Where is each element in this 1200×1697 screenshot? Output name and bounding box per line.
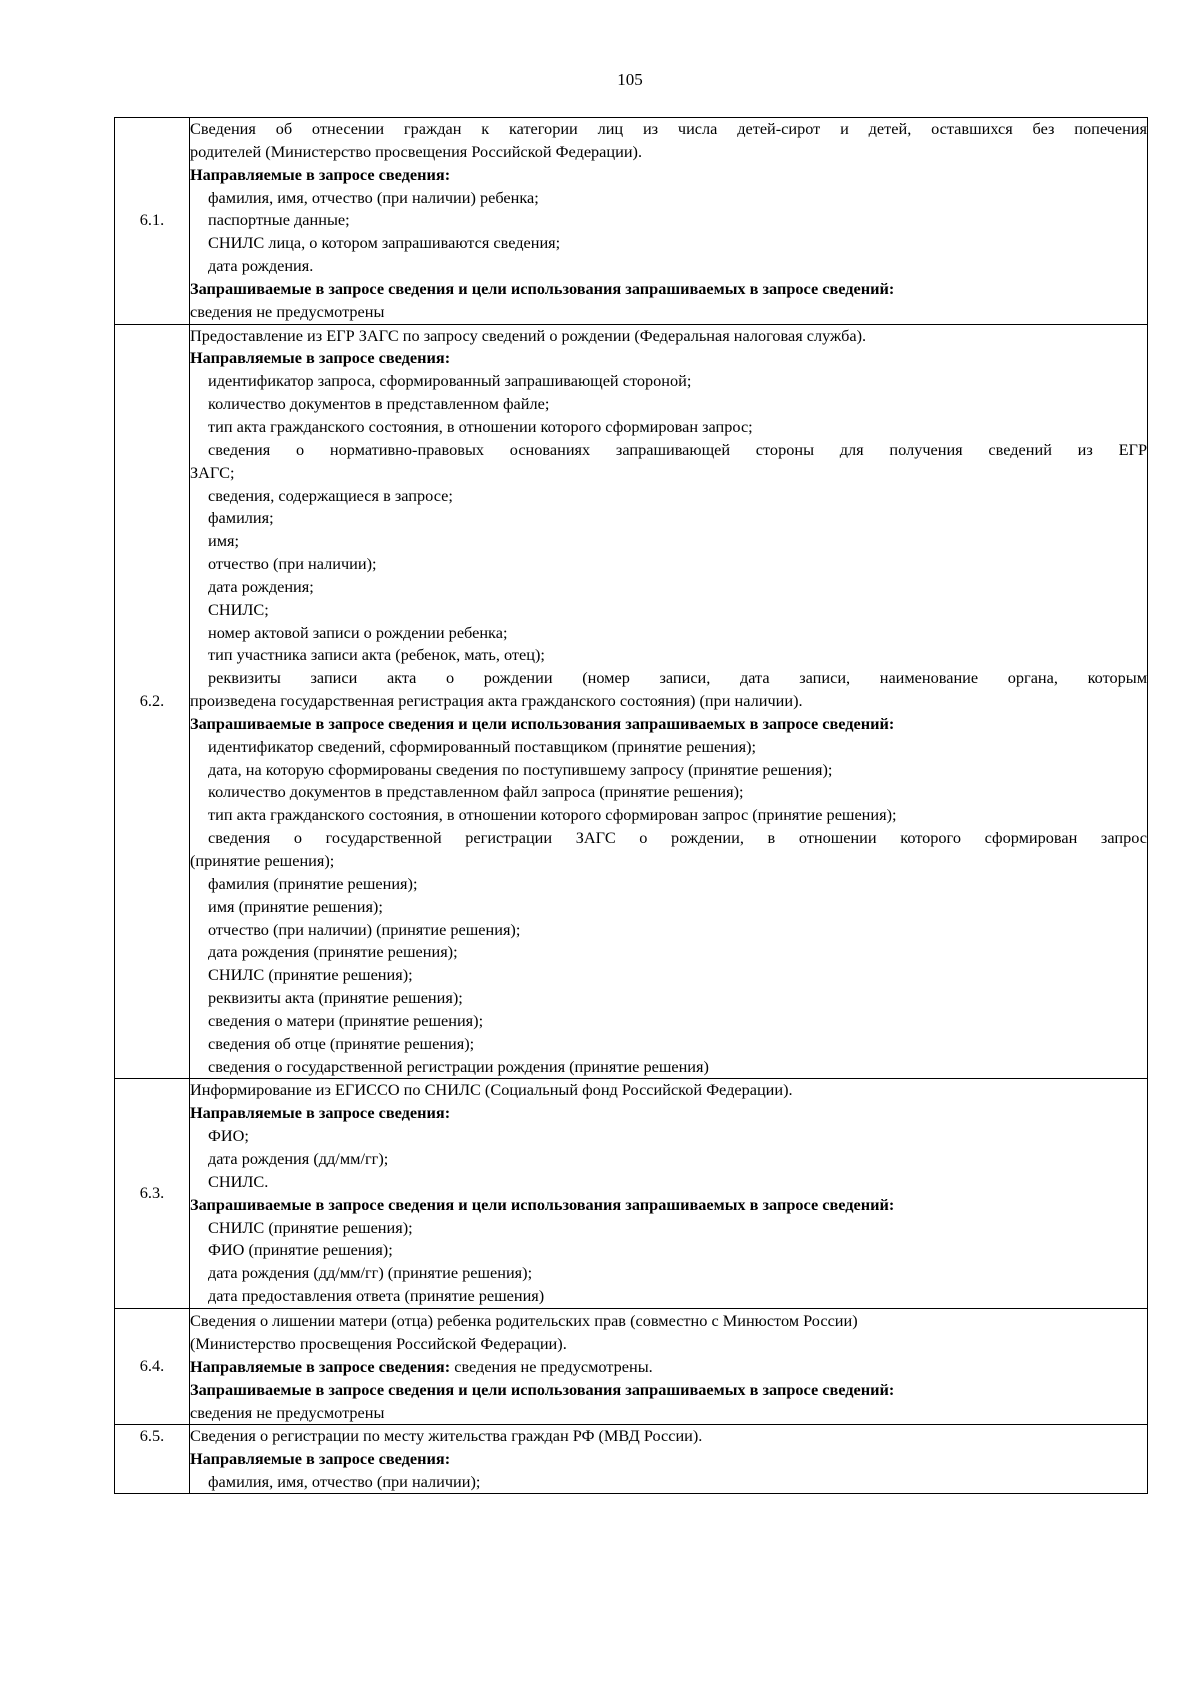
list-item: количество документов в представленном файле; bbox=[208, 394, 550, 414]
list-item: идентификатор запроса, сформированный запрашивающей стороной; bbox=[208, 371, 692, 391]
row-number: 6.1. bbox=[115, 118, 190, 325]
list-item: количество документов в представленном файл запроса (принятие решения); bbox=[208, 782, 744, 802]
list-item: сведения, содержащиеся в запросе; bbox=[208, 485, 453, 505]
list-item: фамилия, имя, отчество (при наличии); bbox=[208, 1471, 481, 1491]
list-item: СНИЛС. bbox=[208, 1171, 269, 1191]
text-fragment: сведения не предусмотрены. bbox=[454, 1356, 653, 1376]
text-line: Информирование из ЕГИССО по СНИЛС (Социальный фонд Российской Федерации). bbox=[190, 1080, 793, 1100]
table-row bbox=[115, 1308, 1148, 1424]
list-item: сведения об отце (принятие решения); bbox=[208, 1033, 475, 1053]
section-heading: Запрашиваемые в запросе сведения и цели использования запрашиваемых в запросе сведений: bbox=[190, 713, 895, 733]
list-item: ФИО (принятие решения); bbox=[208, 1240, 393, 1260]
list-item: дата рождения (принятие решения); bbox=[208, 942, 458, 962]
list-item: отчество (при наличии) (принятие решения); bbox=[208, 919, 521, 939]
text-line: ЗАГС; bbox=[190, 462, 235, 482]
list-item: дата рождения (дд/мм/гг) (принятие решения); bbox=[208, 1263, 533, 1283]
data-table bbox=[114, 117, 1148, 1494]
list-item: тип участника записи акта (ребенок, мать, отец); bbox=[208, 645, 545, 665]
list-item: СНИЛС; bbox=[208, 599, 269, 619]
list-item: СНИЛС лица, о котором запрашиваются сведения; bbox=[208, 233, 561, 253]
list-item: сведения о нормативно-правовых основаниях запрашивающей стороны для получения сведений из ЕГР bbox=[208, 439, 1147, 459]
row-content bbox=[190, 1079, 1148, 1308]
list-item: идентификатор сведений, сформированный поставщиком (принятие решения); bbox=[208, 736, 757, 756]
text-line: Сведения об отнесении граждан к категории лиц из числа детей-сирот и детей, оставшихся без попечения bbox=[190, 119, 1147, 138]
list-item: СНИЛС (принятие решения); bbox=[208, 1217, 413, 1237]
text-line: произведена государственная регистрация акта гражданского состояния) (при наличии). bbox=[190, 691, 803, 711]
list-item: имя (принятие решения); bbox=[208, 896, 383, 916]
section-heading: Направляемые в запросе сведения: bbox=[190, 348, 451, 368]
list-item: сведения о государственной регистрации рождения (принятие решения) bbox=[208, 1056, 709, 1076]
list-item: сведения о государственной регистрации ЗАГС о рождении, в отношении которого сформирован запрос bbox=[208, 828, 1147, 848]
text-line: Сведения о лишении матери (отца) ребенка родительских прав (совместно с Минюстом России) bbox=[190, 1310, 858, 1330]
section-heading: Запрашиваемые в запросе сведения и цели использования запрашиваемых в запросе сведений: bbox=[190, 1379, 895, 1399]
list-item: тип акта гражданского состояния, в отношении которого сформирован запрос (принятие решения); bbox=[208, 805, 897, 825]
section-heading: Направляемые в запросе сведения: bbox=[190, 1448, 451, 1468]
list-item: паспортные данные; bbox=[208, 210, 350, 230]
text-line: Предоставление из ЕГР ЗАГС по запросу сведений о рождении (Федеральная налоговая служба). bbox=[190, 325, 867, 345]
row-number: 6.2. bbox=[115, 324, 190, 1079]
list-item: СНИЛС (принятие решения); bbox=[208, 965, 413, 985]
text-line: родителей (Министерство просвещения Российской Федерации). bbox=[190, 141, 643, 161]
list-item: сведения о матери (принятие решения); bbox=[208, 1010, 484, 1030]
text-line bbox=[190, 1355, 1147, 1378]
list-item: фамилия (принятие решения); bbox=[208, 873, 418, 893]
row-number: 6.3. bbox=[115, 1079, 190, 1308]
section-heading: Направляемые в запросе сведения: bbox=[190, 1103, 451, 1123]
list-item: дата, на которую сформированы сведения по поступившему запросу (принятие решения); bbox=[208, 759, 833, 779]
text-line: сведения не предусмотрены bbox=[190, 1402, 385, 1422]
text-line: Сведения о регистрации по месту жительства граждан РФ (МВД России). bbox=[190, 1425, 703, 1445]
row-content bbox=[190, 1424, 1148, 1494]
list-item: фамилия, имя, отчество (при наличии) ребенка; bbox=[208, 187, 539, 207]
table-row bbox=[115, 1079, 1148, 1308]
row-number: 6.5. bbox=[115, 1424, 190, 1494]
text-line: (Министерство просвещения Российской Федерации). bbox=[190, 1333, 567, 1353]
list-item: имя; bbox=[208, 531, 240, 551]
row-number: 6.4. bbox=[115, 1308, 190, 1424]
list-item: номер актовой записи о рождении ребенка; bbox=[208, 622, 508, 642]
row-content bbox=[190, 1308, 1148, 1424]
table-row bbox=[115, 118, 1148, 325]
row-content bbox=[190, 118, 1148, 325]
list-item: дата рождения. bbox=[208, 256, 314, 276]
list-item: дата предоставления ответа (принятие решения) bbox=[208, 1286, 545, 1306]
list-item: дата рождения (дд/мм/гг); bbox=[208, 1148, 389, 1168]
list-item: дата рождения; bbox=[208, 576, 314, 596]
section-heading: Запрашиваемые в запросе сведения и цели использования запрашиваемых в запросе сведений: bbox=[190, 278, 895, 298]
row-content bbox=[190, 324, 1148, 1079]
text-line: (принятие решения); bbox=[190, 851, 335, 870]
list-item: реквизиты акта (принятие решения); bbox=[208, 988, 463, 1008]
section-heading: Направляемые в запросе сведения: bbox=[190, 1356, 451, 1376]
table-row bbox=[115, 1424, 1148, 1494]
section-heading: Направляемые в запросе сведения: bbox=[190, 164, 451, 184]
list-item: фамилия; bbox=[208, 508, 274, 528]
section-heading: Запрашиваемые в запросе сведения и цели использования запрашиваемых в запросе сведений: bbox=[190, 1194, 895, 1214]
list-item: ФИО; bbox=[208, 1126, 249, 1146]
list-item: тип акта гражданского состояния, в отношении которого сформирован запрос; bbox=[208, 416, 753, 436]
text-line: сведения не предусмотрены bbox=[190, 301, 385, 321]
page-number: 105 bbox=[617, 70, 643, 89]
table-row bbox=[115, 324, 1148, 1079]
list-item: отчество (при наличии); bbox=[208, 554, 377, 574]
list-item: реквизиты записи акта о рождении (номер записи, дата записи, наименование органа, которым bbox=[208, 668, 1147, 688]
